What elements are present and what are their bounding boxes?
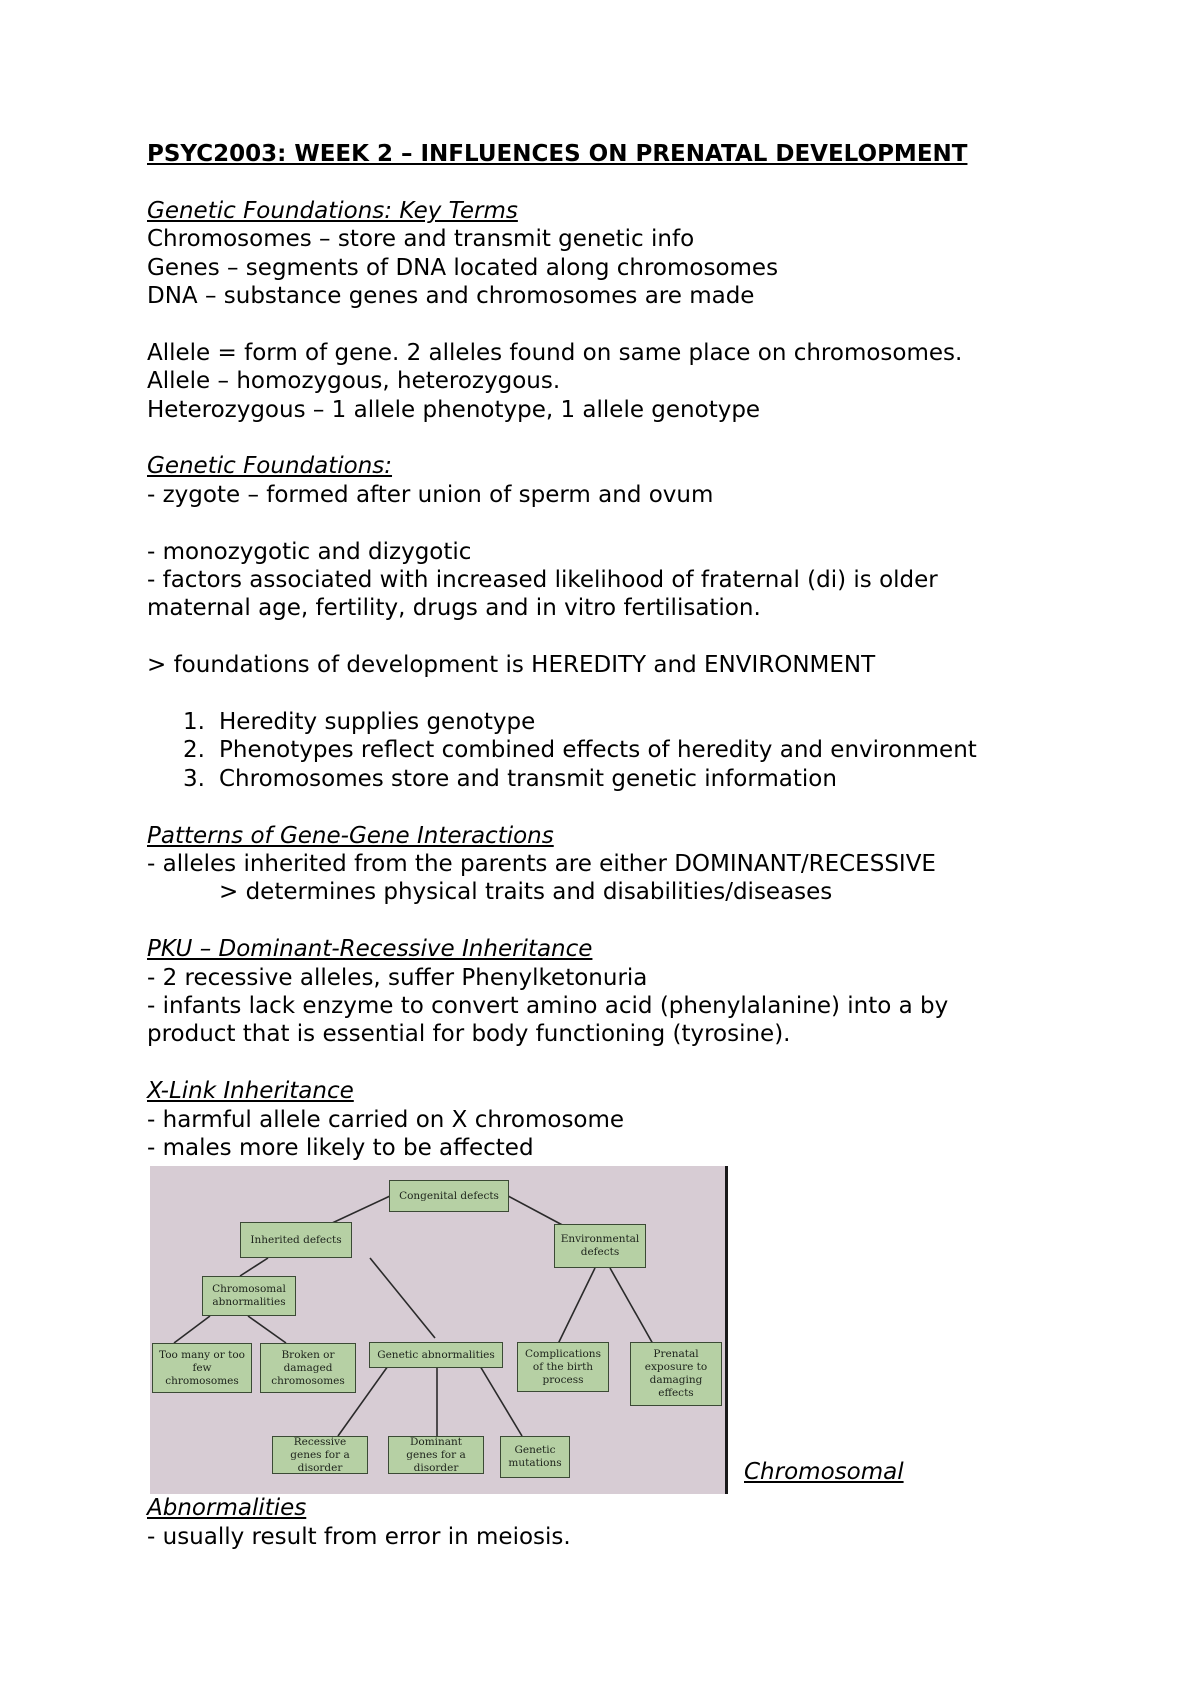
allele-line: Heterozygous – 1 allele phenotype, 1 allele genotype <box>147 396 761 423</box>
node-environmental-defects: Environmental defects <box>554 1224 646 1268</box>
key-term-line: DNA – substance genes and chromosomes are made <box>147 283 755 310</box>
node-complications-birth: Complications of the birth process <box>517 1342 609 1392</box>
node-dominant-genes: Dominant genes for a disorder <box>388 1436 484 1474</box>
document-page <box>147 140 1047 1551</box>
figure-row <box>147 1166 1047 1494</box>
node-inherited-defects: Inherited defects <box>240 1222 352 1258</box>
chromosomal-line: - usually result from error in meiosis. <box>147 1523 571 1550</box>
key-term-line: Genes – segments of DNA located along chromosomes <box>147 254 779 281</box>
list-item <box>147 765 1047 793</box>
factors-line: - factors associated with increased likelihood of fraternal (di) is older <box>147 567 938 594</box>
node-chromosomal-abnormalities: Chromosomal abnormalities <box>202 1276 296 1316</box>
figure-edge <box>725 1166 728 1494</box>
patterns-line: - alleles inherited from the parents are either DOMINANT/RECESSIVE <box>147 851 936 878</box>
zygote-line: - zygote – formed after union of sperm and ovum <box>147 481 714 508</box>
node-genetic-mutations: Genetic mutations <box>500 1436 570 1478</box>
allele-line: Allele = form of gene. 2 alleles found on same place on chromosomes. <box>147 339 963 366</box>
foundations-list <box>147 708 1047 793</box>
genetic-foundations-heading: Genetic Foundations: <box>147 453 393 480</box>
node-congenital-defects: Congenital defects <box>389 1180 509 1212</box>
list-item <box>147 736 1047 764</box>
pku-heading: PKU – Dominant-Recessive Inheritance <box>147 936 593 963</box>
xlink-heading: X-Link Inheritance <box>147 1078 354 1105</box>
list-number: 1. <box>183 709 205 736</box>
xlink-line: - males more likely to be affected <box>147 1135 534 1162</box>
list-text: Phenotypes reflect combined effects of heredity and environment <box>219 737 977 764</box>
node-genetic-abnormalities: Genetic abnormalities <box>369 1342 503 1368</box>
pku-line: - infants lack enzyme to convert amino acid (phenylalanine) into a by <box>147 993 949 1020</box>
factors-line-cont: maternal age, fertility, drugs and in vitro fertilisation. <box>147 595 761 622</box>
allele-line: Allele – homozygous, heterozygous. <box>147 368 561 395</box>
list-text: Heredity supplies genotype <box>219 709 536 736</box>
list-number: 2. <box>183 737 205 764</box>
congenital-defects-diagram <box>150 1166 726 1494</box>
node-broken-chromosomes: Broken or damaged chromosomes <box>260 1343 356 1393</box>
key-term-line: Chromosomes – store and transmit genetic info <box>147 226 695 253</box>
patterns-subline: > determines physical traits and disabilities/diseases <box>219 879 833 906</box>
key-terms-heading: Genetic Foundations: Key Terms <box>147 197 518 224</box>
chromosomal-heading-part2: Abnormalities <box>147 1495 307 1522</box>
list-number: 3. <box>183 765 205 792</box>
patterns-heading: Patterns of Gene-Gene Interactions <box>147 822 554 849</box>
node-prenatal-exposure: Prenatal exposure to damaging effects <box>630 1342 722 1406</box>
page-title: PSYC2003: WEEK 2 – INFLUENCES ON PRENATAL DEVELOPMENT <box>147 141 968 167</box>
chromosomal-heading-part1: Chromosomal <box>744 1459 904 1486</box>
pku-line: - 2 recessive alleles, suffer Phenylketonuria <box>147 964 648 991</box>
list-text: Chromosomes store and transmit genetic information <box>219 765 837 792</box>
node-recessive-genes: Recessive genes for a disorder <box>272 1436 368 1474</box>
xlink-line: - harmful allele carried on X chromosome <box>147 1106 625 1133</box>
foundations-summary: > foundations of development is HEREDITY and ENVIRONMENT <box>147 652 876 679</box>
twins-line: - monozygotic and dizygotic <box>147 538 472 565</box>
list-item <box>147 708 1047 736</box>
pku-line: product that is essential for body functioning (tyrosine). <box>147 1021 791 1048</box>
node-too-many-chromosomes: Too many or too few chromosomes <box>152 1343 252 1393</box>
